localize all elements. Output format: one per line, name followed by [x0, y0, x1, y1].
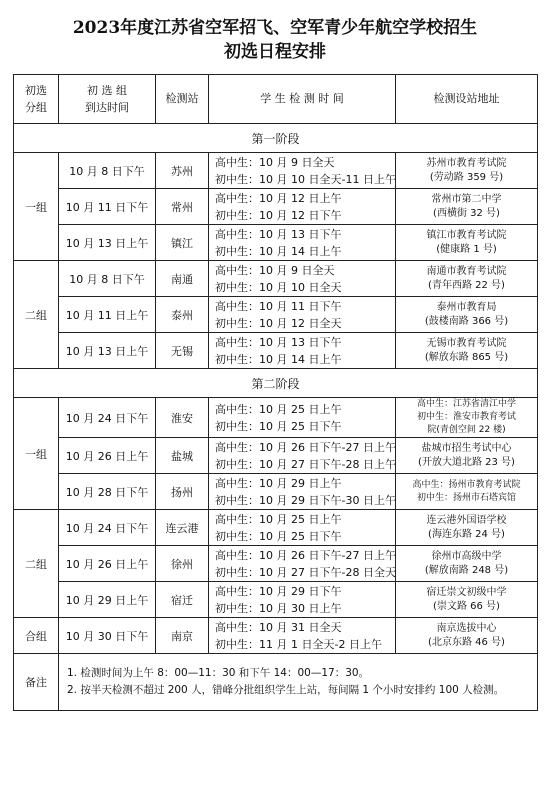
station-name: 泰州 [156, 297, 209, 333]
arrival-time: 10 月 28 日下午 [59, 474, 156, 510]
station-address: 南通市教育考试院 (青年西路 22 号) [396, 261, 538, 297]
station-name: 宿迁 [156, 582, 209, 618]
station-name: 南京 [156, 618, 209, 654]
test-time: 高中生：10 月 9 日全天 初中生：10 月 10 日全天-11 日上午 [209, 153, 396, 189]
station-name: 淮安 [156, 398, 209, 438]
station-name: 苏州 [156, 153, 209, 189]
table-row [14, 189, 538, 225]
table-row [14, 582, 538, 618]
station-name: 连云港 [156, 510, 209, 546]
arrival-time: 10 月 11 日上午 [59, 297, 156, 333]
header-address: 检测设站地址 [396, 75, 538, 124]
table-row [14, 333, 538, 369]
notes-label: 备注 [14, 654, 59, 711]
table-row [14, 510, 538, 546]
document-title [0, 0, 550, 64]
station-name: 盐城 [156, 438, 209, 474]
test-time: 高中生：10 月 26 日下午-27 日上午 初中生：10 月 27 日下午-28 日上午 [209, 438, 396, 474]
station-name: 常州 [156, 189, 209, 225]
table-row [14, 546, 538, 582]
header-schedule: 学 生 检 测 时 间 [209, 75, 396, 124]
arrival-time: 10 月 8 日下午 [59, 153, 156, 189]
test-time: 高中生：10 月 26 日下午-27 日上午 初中生：10 月 27 日下午-28 日全天 [209, 546, 396, 582]
arrival-time: 10 月 26 日上午 [59, 438, 156, 474]
station-name: 南通 [156, 261, 209, 297]
table-header-row [14, 75, 538, 124]
arrival-time: 10 月 13 日上午 [59, 333, 156, 369]
arrival-time: 10 月 8 日下午 [59, 261, 156, 297]
arrival-time: 10 月 30 日下午 [59, 618, 156, 654]
table-row [14, 225, 538, 261]
station-address: 盐城市招生考试中心 (开放大道北路 23 号) [396, 438, 538, 474]
note-line-2: 2. 按半天检测不超过 200 人，错峰分批组织学生上站，每间隔 1 个小时安排约 100 人检测。 [67, 684, 505, 696]
schedule-table [13, 74, 538, 711]
station-name: 扬州 [156, 474, 209, 510]
arrival-time: 10 月 13 日上午 [59, 225, 156, 261]
table-row [14, 261, 538, 297]
notes-row [14, 654, 538, 711]
group-label: 一组 [14, 153, 59, 261]
station-address: 常州市第二中学 (西横街 32 号) [396, 189, 538, 225]
test-time: 高中生：10 月 13 日下午 初中生：10 月 14 日上午 [209, 333, 396, 369]
station-name: 镇江 [156, 225, 209, 261]
arrival-time: 10 月 24 日下午 [59, 510, 156, 546]
header-group: 初选 分组 [14, 75, 59, 124]
stage-row [14, 124, 538, 153]
station-address: 南京选拔中心 (北京东路 46 号) [396, 618, 538, 654]
test-time: 高中生：10 月 29 日上午 初中生：10 月 29 日下午-30 日上午 [209, 474, 396, 510]
group-label: 合组 [14, 618, 59, 654]
station-address: 无锡市教育考试院 (解放东路 865 号) [396, 333, 538, 369]
table-row [14, 618, 538, 654]
stage-row [14, 369, 538, 398]
station-address: 徐州市高级中学 (解放南路 248 号) [396, 546, 538, 582]
station-address: 高中生：扬州市教育考试院 初中生：扬州市石塔宾馆 [396, 474, 538, 510]
station-address: 连云港外国语学校 (海连东路 24 号) [396, 510, 538, 546]
station-name: 无锡 [156, 333, 209, 369]
station-address: 高中生：江苏省清江中学 初中生：淮安市教育考试 院(青创空间 22 楼) [396, 398, 538, 438]
station-address: 镇江市教育考试院 (健康路 1 号) [396, 225, 538, 261]
table-row [14, 297, 538, 333]
station-address: 泰州市教育局 (鼓楼南路 366 号) [396, 297, 538, 333]
table-row [14, 474, 538, 510]
table-row [14, 398, 538, 438]
table-row [14, 438, 538, 474]
stage-1-label: 第一阶段 [14, 124, 538, 153]
arrival-time: 10 月 11 日下午 [59, 189, 156, 225]
test-time: 高中生：10 月 12 日上午 初中生：10 月 12 日下午 [209, 189, 396, 225]
station-address: 宿迁崇文初级中学 (崇文路 66 号) [396, 582, 538, 618]
notes-content [59, 654, 538, 711]
arrival-time: 10 月 26 日上午 [59, 546, 156, 582]
test-time: 高中生：10 月 9 日全天 初中生：10 月 10 日全天 [209, 261, 396, 297]
title-line-2: 初选日程安排 [224, 42, 326, 62]
group-label: 二组 [14, 261, 59, 369]
test-time: 高中生：10 月 13 日下午 初中生：10 月 14 日上午 [209, 225, 396, 261]
arrival-time: 10 月 24 日下午 [59, 398, 156, 438]
table-row [14, 153, 538, 189]
test-time: 高中生：10 月 25 日上午 初中生：10 月 25 日下午 [209, 398, 396, 438]
station-address: 苏州市教育考试院 (劳动路 359 号) [396, 153, 538, 189]
arrival-time: 10 月 29 日上午 [59, 582, 156, 618]
header-station: 检测站 [156, 75, 209, 124]
test-time: 高中生：10 月 29 日下午 初中生：10 月 30 日上午 [209, 582, 396, 618]
note-line-1: 1. 检测时间为上午 8：00—11：30 和下午 14：00—17：30。 [67, 667, 370, 679]
title-line-1: 2023年度江苏省空军招飞、空军青少年航空学校招生 [72, 18, 478, 38]
group-label: 一组 [14, 398, 59, 510]
station-name: 徐州 [156, 546, 209, 582]
test-time: 高中生：10 月 11 日下午 初中生：10 月 12 日全天 [209, 297, 396, 333]
header-arrival: 初 选 组 到达时间 [59, 75, 156, 124]
test-time: 高中生：10 月 31 日全天 初中生：11 月 1 日全天-2 日上午 [209, 618, 396, 654]
stage-2-label: 第二阶段 [14, 369, 538, 398]
test-time: 高中生：10 月 25 日上午 初中生：10 月 25 日下午 [209, 510, 396, 546]
group-label: 二组 [14, 510, 59, 618]
